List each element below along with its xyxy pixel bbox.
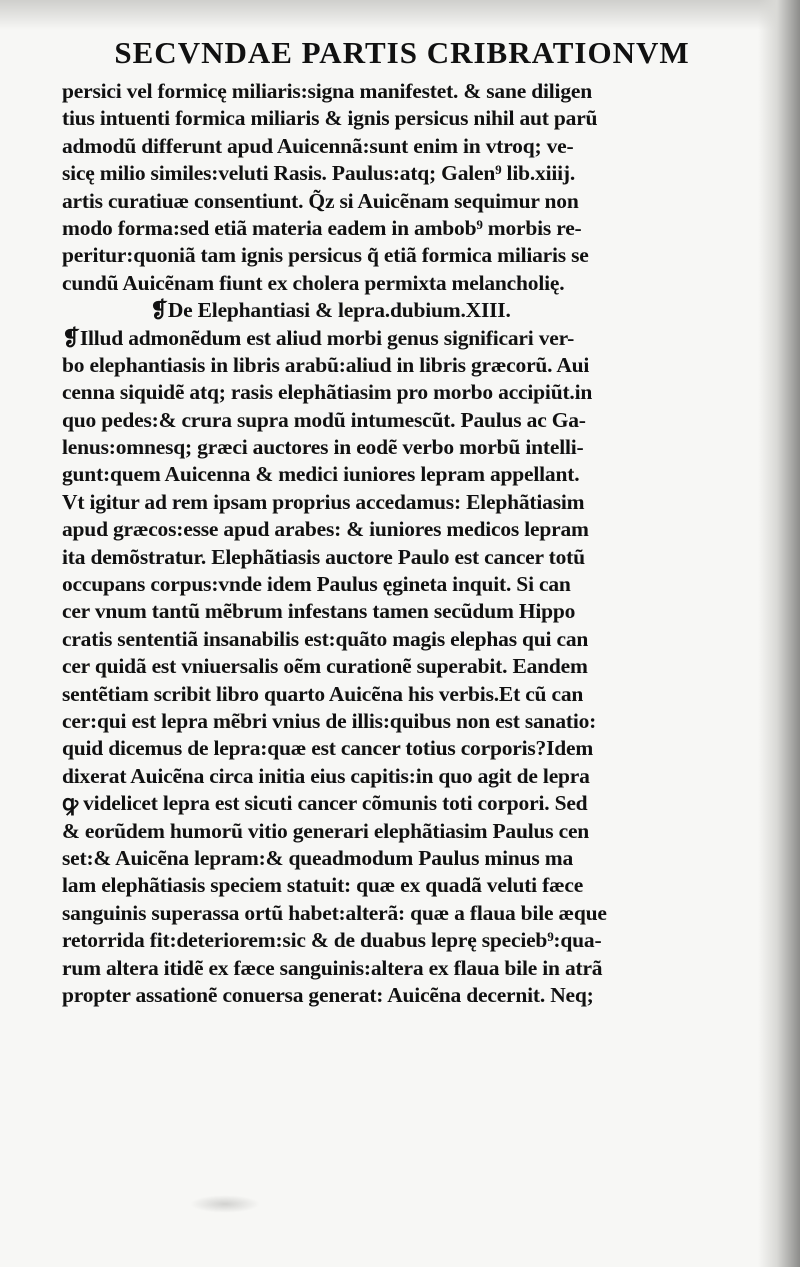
text-line: cer vnum tantũ mẽbrum infestans tamen secũdum Hippo bbox=[62, 599, 576, 624]
text-line: bo elephantiasis in libris arabũ:aliud in libris græcorũ. Aui bbox=[62, 352, 590, 377]
text-line: tius intuenti formica miliaris & ignis persicus nihil aut parũ bbox=[62, 106, 598, 131]
text-line: lenus:omnesq; græci auctores in eodẽ verbo morbũ intelli- bbox=[62, 435, 584, 460]
text-line: set:& Auicẽna lepram:& queadmodum Paulus minus ma bbox=[62, 845, 574, 870]
text-line: admodũ differunt apud Auicennã:sunt enim in vtroq; ve- bbox=[62, 133, 574, 158]
text-line: & eorũdem humorũ vitio generari elephãtiasim Paulus cen bbox=[62, 818, 590, 843]
text-block bbox=[62, 28, 742, 1009]
text-line: cenna siquidẽ atq; rasis elephãtiasim pro morbo accipiũt.in bbox=[62, 380, 593, 405]
text-line: cundũ Auicẽnam fiunt ex cholera permixta melancholię. bbox=[62, 270, 565, 295]
text-line: persici vel formicę miliaris:signa manifestet. & sane diligen bbox=[62, 79, 592, 103]
text-line: quid dicemus de lepra:quæ est cancer totius corporis?Idem bbox=[62, 736, 594, 761]
text-line: lam elephãtiasis speciem statuit: quæ ex quadã veluti fæce bbox=[62, 873, 584, 898]
ink-smudge bbox=[190, 1195, 260, 1213]
text-line: cer:qui est lepra mẽbri vnius de illis:quibus non est sanatio: bbox=[62, 708, 597, 733]
text-line: dixerat Auicẽna circa initia eius capitis:in quo agit de lepra bbox=[62, 763, 590, 788]
text-line: artis curatiuæ consentiunt. Q̃z si Auicẽnam sequimur non bbox=[62, 188, 579, 213]
running-head: SECVNDAE PARTIS CRIBRATIONVM bbox=[114, 35, 690, 70]
text-line: peritur:quoniã tam ignis persicus q̃ etiã formica miliaris se bbox=[62, 243, 589, 268]
text-line: quo pedes:& crura supra modũ intumescũt. Paulus ac Ga- bbox=[62, 407, 586, 432]
text-line: cratis sententiã insanabilis est:quãto magis elephas qui can bbox=[62, 626, 589, 651]
scan-top-shadow bbox=[0, 0, 800, 30]
text-line: rum altera itidẽ ex fæce sanguinis:altera ex flaua bile in atrã bbox=[62, 955, 603, 980]
text-line: gunt:quem Auicenna & medici iuniores lepram appellant. bbox=[62, 462, 580, 487]
text-line: propter assationẽ conuersa generat: Auicẽna decernit. Neq; bbox=[62, 982, 594, 1007]
text-line: modo forma:sed etiã materia eadem in ambob⁹ morbis re- bbox=[62, 215, 582, 240]
text-line: cer quidã est vniuersalis oẽm curationẽ superabit. Eandem bbox=[62, 654, 588, 679]
text-line: sicę milio similes:veluti Rasis. Paulus:atq; Galen⁹ lib.xiiij. bbox=[62, 161, 576, 186]
page-gutter-shadow bbox=[758, 0, 800, 1267]
section-heading: ❡De Elephantiasi & lepra.dubium.XIII. bbox=[150, 298, 511, 323]
text-line: occupans corpus:vnde idem Paulus ęgineta inquit. Si can bbox=[62, 572, 571, 597]
text-line: ꝙ videlicet lepra est sicuti cancer cõmunis toti corpori. Sed bbox=[62, 791, 588, 816]
text-line: retorrida fit:deteriorem:sic & de duabus leprę specieb⁹:qua- bbox=[62, 928, 602, 953]
text-line: apud græcos:esse apud arabes: & iuniores medicos lepram bbox=[62, 517, 589, 542]
text-line: Vt igitur ad rem ipsam proprius accedamus: Elephãtiasim bbox=[62, 489, 585, 514]
text-line: sanguinis superassa ortũ habet:alterã: quæ a flaua bile æque bbox=[62, 900, 607, 925]
text-line: ita demõstratur. Elephãtiasis auctore Paulo est cancer totũ bbox=[62, 544, 585, 569]
text-line: ❡Illud admonẽdum est aliud morbi genus significari ver- bbox=[62, 325, 575, 350]
text-line: sentẽtiam scribit libro quarto Auicẽna his verbis.Et cũ can bbox=[62, 681, 584, 706]
